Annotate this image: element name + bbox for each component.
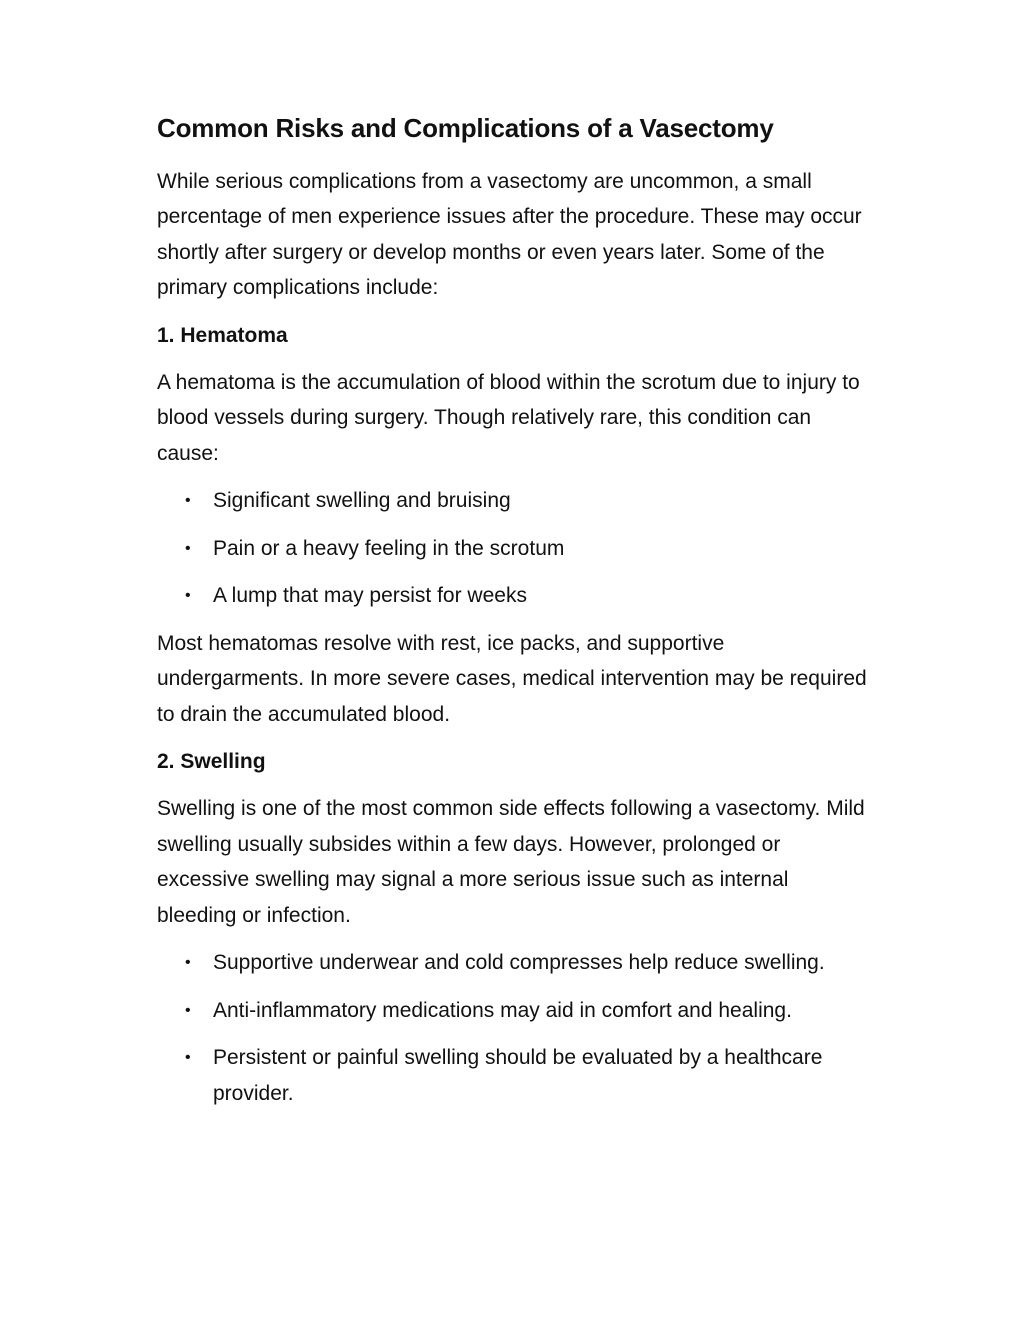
list-item: • Pain or a heavy feeling in the scrotum	[157, 531, 869, 567]
bullet-icon: •	[185, 587, 191, 605]
list-item: • Persistent or painful swelling should be evaluated by a healthcare provider.	[157, 1040, 869, 1111]
document-page	[157, 112, 869, 1123]
section-heading-hematoma: 1. Hematoma	[157, 323, 288, 347]
bullet-icon: •	[185, 954, 191, 972]
page-title: Common Risks and Complications of a Vasectomy	[157, 113, 774, 143]
bullet-icon: •	[185, 539, 191, 557]
intro-paragraph: While serious complications from a vasectomy are uncommon, a small percentage of men experience issues after the procedure. These may occur shortly after surgery or develop months or even years later. Some of the primary complications include:	[157, 169, 862, 300]
bullet-icon: •	[185, 492, 191, 510]
list-item: • Supportive underwear and cold compresses help reduce swelling.	[157, 945, 869, 981]
bullet-icon: •	[185, 1049, 191, 1067]
list-item: • A lump that may persist for weeks	[157, 578, 869, 614]
swelling-paragraph: Swelling is one of the most common side effects following a vasectomy. Mild swelling usually subsides within a few days. However, prolonged or excessive swelling may signal a more serious issue such as internal bleeding or infection.	[157, 797, 865, 927]
list-item: • Anti-inflammatory medications may aid in comfort and healing.	[157, 993, 869, 1029]
hematoma-bullet-list	[157, 483, 869, 614]
swelling-bullet-list	[157, 945, 869, 1111]
section-heading-swelling: 2. Swelling	[157, 750, 266, 774]
hematoma-closing-paragraph: Most hematomas resolve with rest, ice packs, and supportive undergarments. In more severe cases, medical intervention may be required to drain the accumulated blood.	[157, 631, 867, 726]
hematoma-paragraph: A hematoma is the accumulation of blood within the scrotum due to injury to blood vessels during surgery. Though relatively rare, this condition can cause:	[157, 370, 860, 465]
bullet-icon: •	[185, 1001, 191, 1019]
list-item: • Significant swelling and bruising	[157, 483, 869, 519]
